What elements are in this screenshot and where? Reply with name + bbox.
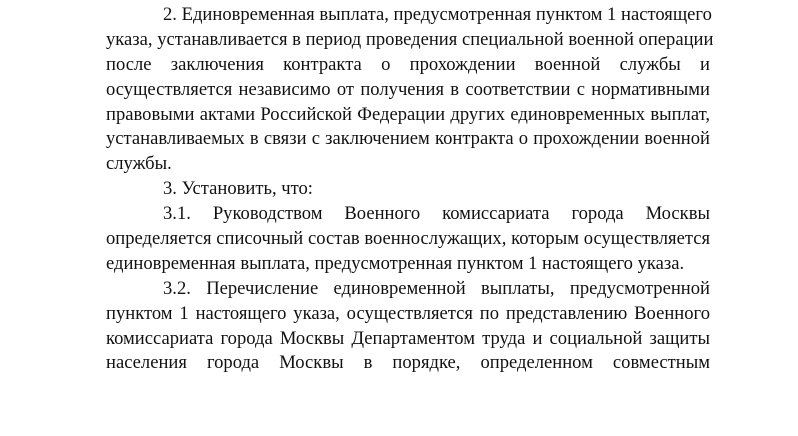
text-line: определяется списочный состав военнослужащих, которым осуществляется: [106, 228, 710, 250]
paragraph-2: [106, 3, 714, 177]
text-line: пунктом 1 настоящего указа, осуществляется по представлению Военного: [106, 302, 710, 324]
text-line: комиссариата города Москвы Департаментом труда и социальной защиты: [106, 327, 710, 349]
text-line: правовыми актами Российской Федерации других единовременных выплат,: [106, 103, 710, 125]
text-line: 3.2. Перечисление единовременной выплаты, предусмотренной: [163, 277, 710, 299]
text-line: населения города Москвы в порядке, определенном совместным: [106, 352, 710, 374]
text-line: 3.1. Руководством Военного комиссариата города Москвы: [163, 203, 710, 225]
text-line: устанавливаемых в связи с заключением контракта о прохождении военной: [106, 128, 710, 150]
text-line: 2. Единовременная выплата, предусмотренная пунктом 1 настоящего: [163, 4, 712, 25]
text-line: 3. Установить, что:: [163, 178, 313, 200]
paragraph-3-2: [106, 277, 710, 377]
text-line: службы.: [106, 153, 172, 175]
text-line: единовременная выплата, предусмотренная пунктом 1 настоящего указа.: [106, 252, 685, 274]
text-line: осуществляется независимо от получения в соответствии с нормативными: [106, 78, 710, 100]
paragraph-3-1: [106, 202, 710, 277]
paragraph-3: [106, 177, 710, 202]
text-line: после заключения контракта о прохождении военной службы и: [106, 53, 710, 75]
text-line: указа, устанавливается в период проведения специальной военной операции: [106, 28, 714, 50]
document-page: [106, 0, 714, 376]
